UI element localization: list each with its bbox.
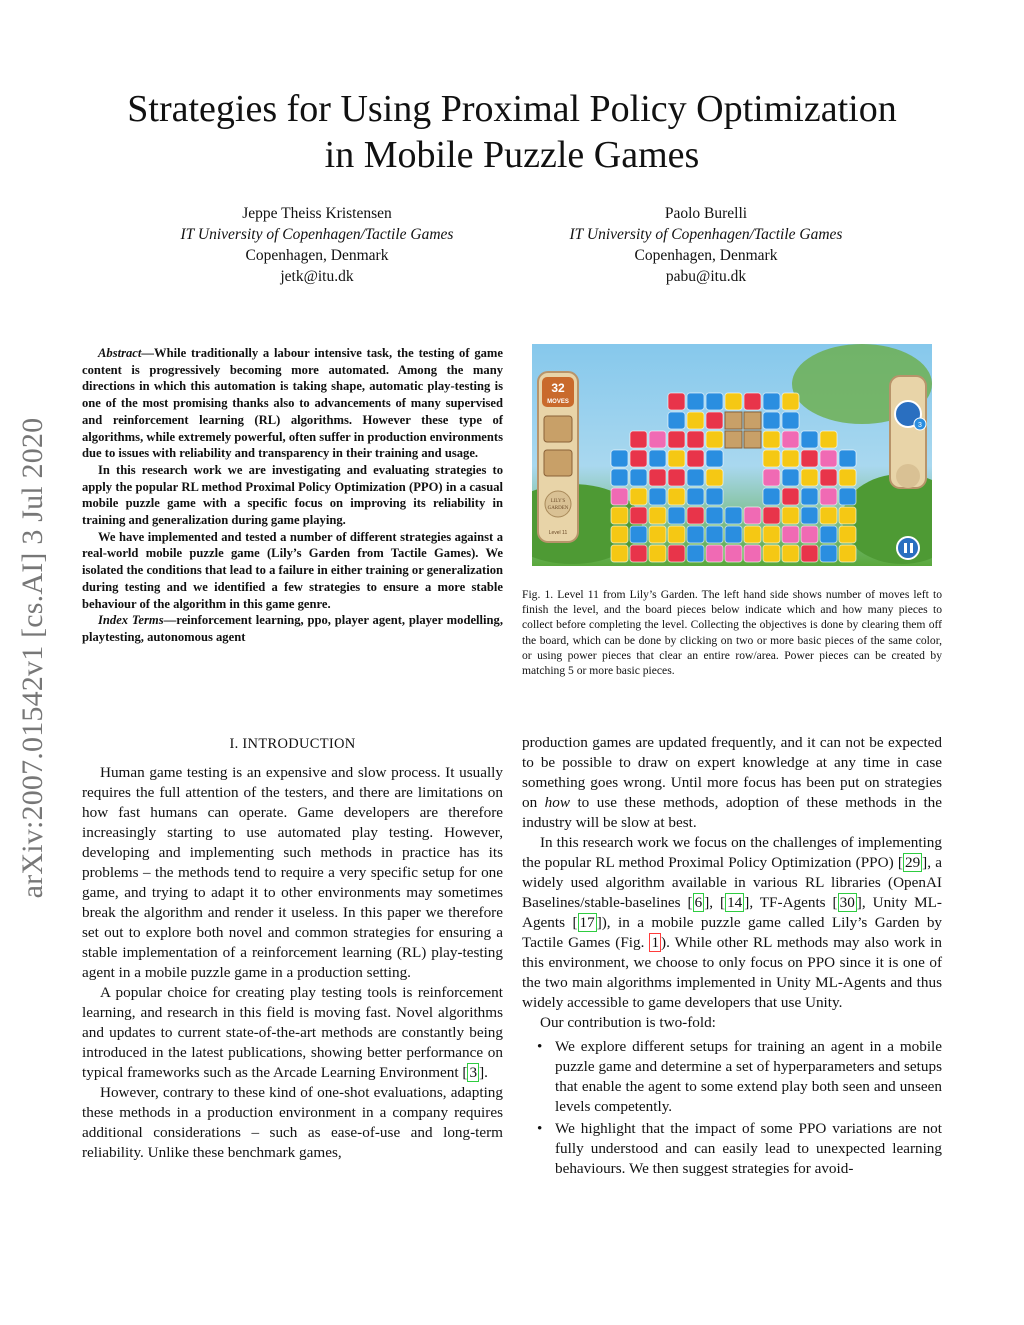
board-tile[interactable] [839, 450, 856, 467]
board-tile[interactable] [725, 507, 742, 524]
author-name: Jeppe Theiss Kristensen [242, 205, 392, 222]
board-tile[interactable] [706, 431, 723, 448]
board-tile[interactable] [706, 393, 723, 410]
citation-link[interactable]: 14 [727, 894, 743, 911]
logo-line-2: GARDEN [547, 506, 569, 511]
board-tile[interactable] [782, 526, 799, 543]
crate-tile[interactable] [744, 431, 761, 448]
figure-game-screenshot [532, 344, 932, 566]
objective-crate-icon [544, 416, 572, 442]
board-tile[interactable] [706, 545, 723, 562]
citation-link[interactable]: 3 [469, 1064, 478, 1081]
board-tile[interactable] [630, 450, 647, 467]
board-tile[interactable] [763, 412, 780, 429]
board-tile[interactable] [782, 488, 799, 505]
board-tile[interactable] [763, 469, 780, 486]
board-tile[interactable] [687, 393, 704, 410]
section-heading-introduction: I. INTRODUCTION [229, 736, 356, 752]
emphasis-how: how [544, 794, 570, 811]
citation-link[interactable]: 17 [579, 914, 595, 931]
board-tile[interactable] [649, 526, 666, 543]
board-tile[interactable] [668, 488, 685, 505]
board-tile[interactable] [687, 431, 704, 448]
board-tile[interactable] [820, 507, 837, 524]
board-tile[interactable] [782, 412, 799, 429]
right-paragraph-1: production games are updated frequently, and it can not be expected to be possible to draw on expert knowledge at any time in case something goes wrong. Until more focus has been put on strategies on how to use these methods, adoption of these methods in the industry will be slow at best. [522, 734, 942, 831]
author-affiliation: IT University of Copenhagen/Tactile Games [569, 226, 843, 243]
board-tile[interactable] [687, 526, 704, 543]
board-tile[interactable] [630, 526, 647, 543]
board-tile[interactable] [668, 393, 685, 410]
contribution-item-1: • We explore different setups for training an agent in a mobile puzzle game and determine a set of hyperparameters and setups that enable the agent to some extend play both seen and unseen levels competently. [555, 1037, 942, 1117]
board-tile[interactable] [649, 431, 666, 448]
board-tile[interactable] [744, 507, 761, 524]
moves-label: MOVES [547, 399, 569, 405]
board-tile[interactable] [706, 469, 723, 486]
board-tile[interactable] [801, 450, 818, 467]
crate-tile[interactable] [744, 412, 761, 429]
board-tile[interactable] [725, 526, 742, 543]
title-line-2: in Mobile Puzzle Games [324, 134, 700, 176]
board-tile[interactable] [744, 545, 761, 562]
board-tile[interactable] [744, 393, 761, 410]
board-tile[interactable] [649, 488, 666, 505]
board-tile[interactable] [687, 412, 704, 429]
abstract-p3: We have implemented and tested a number of different strategies against a real-world mobile puzzle game (Lily’s Garden from Tactile Games). We isolated the conditions that lead to a failure in either training or generalization during testing and we identified a few strategies to ensure a more stable behaviour of the algorithm in this game genre. [82, 529, 503, 611]
contribution-list [522, 1037, 942, 1179]
pause-button[interactable] [897, 537, 919, 559]
author-block-2 [516, 203, 896, 287]
board-tile[interactable] [725, 393, 742, 410]
board-tile[interactable] [725, 545, 742, 562]
board-tile[interactable] [820, 545, 837, 562]
board-tile[interactable] [706, 507, 723, 524]
intro-paragraph-3: However, contrary to these kind of one-shot evaluations, adapting these methods in a production environment in a company requires additional considerations – such as ease-of-use and long-term reliability. Unlike these benchmark games, [82, 1084, 503, 1161]
board-tile[interactable] [782, 393, 799, 410]
author-block-1 [127, 203, 507, 287]
citation-link[interactable]: 30 [839, 894, 855, 911]
board-tile[interactable] [630, 469, 647, 486]
board-tile[interactable] [839, 526, 856, 543]
board-tile[interactable] [839, 488, 856, 505]
board-tile[interactable] [782, 507, 799, 524]
board-tile[interactable] [801, 488, 818, 505]
abstract-p1: —While traditionally a labour intensive task, the testing of game content is progressively becoming more automated. Among the many directions in which this automation is taking shape, automatic play-testing is one of the most promising thanks also to advancements of many supervised and reinforcement learning (RL) algorithms. However these type of algorithms, while extremely powerful, often suffer in production environments due to issues with reliability and transparency in their training and usage. [82, 346, 503, 461]
right-paragraph-3: Our contribution is two-fold: [540, 1014, 716, 1031]
board-tile[interactable] [763, 526, 780, 543]
game-scene [532, 344, 932, 566]
arxiv-id: arXiv:2007.01542v1 [cs.AI] 3 Jul 2020 [16, 417, 49, 898]
title-line-1: Strategies for Using Proximal Policy Optimization [127, 88, 897, 130]
board-tile[interactable] [820, 526, 837, 543]
board-tile[interactable] [706, 450, 723, 467]
board-tile[interactable] [668, 431, 685, 448]
board-tile[interactable] [687, 545, 704, 562]
author-email: jetk@itu.dk [280, 268, 354, 285]
board-tile[interactable] [839, 469, 856, 486]
board-tile[interactable] [763, 431, 780, 448]
crate-tile[interactable] [725, 431, 742, 448]
board-tile[interactable] [687, 450, 704, 467]
board-tile[interactable] [782, 450, 799, 467]
author-location: Copenhagen, Denmark [245, 247, 389, 264]
board-tile[interactable] [706, 412, 723, 429]
board-tile[interactable] [630, 431, 647, 448]
board-tile[interactable] [801, 507, 818, 524]
author-name: Paolo Burelli [664, 205, 748, 222]
board-tile[interactable] [630, 507, 647, 524]
figure-link[interactable]: 1 [651, 934, 660, 951]
board-tile[interactable] [649, 450, 666, 467]
board-tile[interactable] [611, 488, 628, 505]
board-tile[interactable] [668, 545, 685, 562]
moves-count: 32 [551, 381, 565, 395]
arxiv-stamp [4, 385, 62, 930]
abstract [82, 345, 503, 646]
board-tile[interactable] [668, 469, 685, 486]
board-tile[interactable] [668, 526, 685, 543]
author-email: pabu@itu.dk [665, 268, 747, 285]
paper-title [60, 86, 964, 178]
board-tile[interactable] [839, 545, 856, 562]
board-tile[interactable] [611, 545, 628, 562]
board-tile[interactable] [763, 488, 780, 505]
abstract-label: Abstract [98, 346, 142, 360]
index-terms: —reinforcement learning, ppo, player agent, player modelling, playtesting, autonomous agent [82, 613, 503, 644]
board-tile[interactable] [611, 526, 628, 543]
board-tile[interactable] [763, 393, 780, 410]
crate-tile[interactable] [725, 412, 742, 429]
pause-icon [904, 543, 907, 553]
board-tile[interactable] [763, 545, 780, 562]
board-tile[interactable] [801, 545, 818, 562]
board-tile[interactable] [668, 450, 685, 467]
level-label: Level 11 [548, 530, 568, 536]
abstract-p2: In this research work we are investigating and evaluating strategies to apply the popular RL method Proximal Policy Optimization (PPO) in a casual mobile puzzle game with a specific focus on improving its reliability in training and generalization during game playing. [82, 462, 503, 528]
board-tile[interactable] [820, 469, 837, 486]
board-tile[interactable] [839, 507, 856, 524]
board-tile[interactable] [649, 507, 666, 524]
board-tile[interactable] [782, 469, 799, 486]
board-tile[interactable] [782, 545, 799, 562]
board-tile[interactable] [706, 526, 723, 543]
board-tile[interactable] [801, 526, 818, 543]
contribution-item-2: • We highlight that the impact of some PPO variations are not fully understood and can easily lead to unexpected learning behaviours. We then suggest strategies for avoid- [555, 1119, 942, 1179]
board-tile[interactable] [687, 469, 704, 486]
citation-link[interactable]: 29 [904, 854, 921, 871]
board-tile[interactable] [687, 488, 704, 505]
board-tile[interactable] [801, 469, 818, 486]
board-tile[interactable] [744, 526, 761, 543]
citation-link[interactable]: 6 [694, 894, 703, 911]
board-tile[interactable] [801, 431, 818, 448]
board-tile[interactable] [630, 488, 647, 505]
board-tile[interactable] [706, 488, 723, 505]
board-tile[interactable] [668, 507, 685, 524]
intro-paragraph-1: Human game testing is an expensive and slow process. It usually requires the full attention of the testers, and there are limitations on how fast humans can operate. Game developers are therefore increasingly starting to use automated play testing. However, developing and implementing such methods in practice has its problems – the methods tend to require a very specific setup for one game, and trying to adapt it to other environments may sometimes break the algorithm and render it useless. In this paper we therefore set out to explore both novel and common strategies for ensuring a stable implementation of a reinforcement learning (RL) play-testing agent in a mobile puzzle game in a production setting. [82, 764, 503, 981]
garden-logo [545, 491, 571, 517]
board-tile[interactable] [763, 507, 780, 524]
board-tile[interactable] [649, 545, 666, 562]
board-tile[interactable] [611, 469, 628, 486]
logo-line-1: LILY'S [550, 499, 566, 504]
board-tile[interactable] [649, 469, 666, 486]
author-affiliation: IT University of Copenhagen/Tactile Games [180, 226, 454, 243]
index-terms-label: Index Terms [98, 613, 164, 628]
objective-crate-icon [544, 450, 572, 476]
board-tile[interactable] [820, 488, 837, 505]
author-location: Copenhagen, Denmark [634, 247, 778, 264]
intro-right-column [522, 733, 942, 1181]
board-tile[interactable] [820, 450, 837, 467]
booster-count: 3 [918, 422, 922, 429]
right-paragraph-2: In this research work we focus on the challenges of implementing the popular RL method Proximal Policy Optimization (PPO) [ 29 ], a widely used algorithm available in various RL libraries (OpenAI Baselines/stable-baselines [ 6 ], [ 14 ], TF-Agents [ 30 ], Unity ML-Agents [ 17 ]), in a mobile puzzle game called Lily’s Garden by Tactile Games (Fig. 1 ). While other RL methods may also work in this environment, we choose to only focus on PPO since it is one of the two main algorithms implemented in Unity ML-Agents and thus widely accessible to game developers that use Unity. [522, 834, 943, 1011]
board-tile[interactable] [687, 507, 704, 524]
board-tile[interactable] [763, 450, 780, 467]
intro-left-column [82, 763, 503, 1163]
board-tile[interactable] [611, 507, 628, 524]
board-tile[interactable] [611, 450, 628, 467]
board-tile[interactable] [668, 412, 685, 429]
locked-booster-icon [896, 464, 920, 488]
intro-paragraph-2: A popular choice for creating play testing tools is reinforcement learning, and research in this field is moving fast. Novel algorithms and updates to current state-of-the-art methods are constantly being introduced in the latest publications, showing better performance on typical frameworks such as the Arcade Learning Environment [ 3 ]. [82, 984, 503, 1081]
board-tile[interactable] [820, 431, 837, 448]
board-tile[interactable] [630, 545, 647, 562]
board-tile[interactable] [782, 431, 799, 448]
figure-caption: Fig. 1. Level 11 from Lily’s Garden. The left hand side shows number of moves left to finish the level, and the board pieces below indicate which and how many pieces to collect before completing the level. Collecting the objectives is done by clearing them off the board, which can be done by clicking on two or more basic pieces of the same color, or using power pieces that clear an entire row/area. Power pieces can be created by matching 5 or more basic pieces. [522, 588, 942, 678]
